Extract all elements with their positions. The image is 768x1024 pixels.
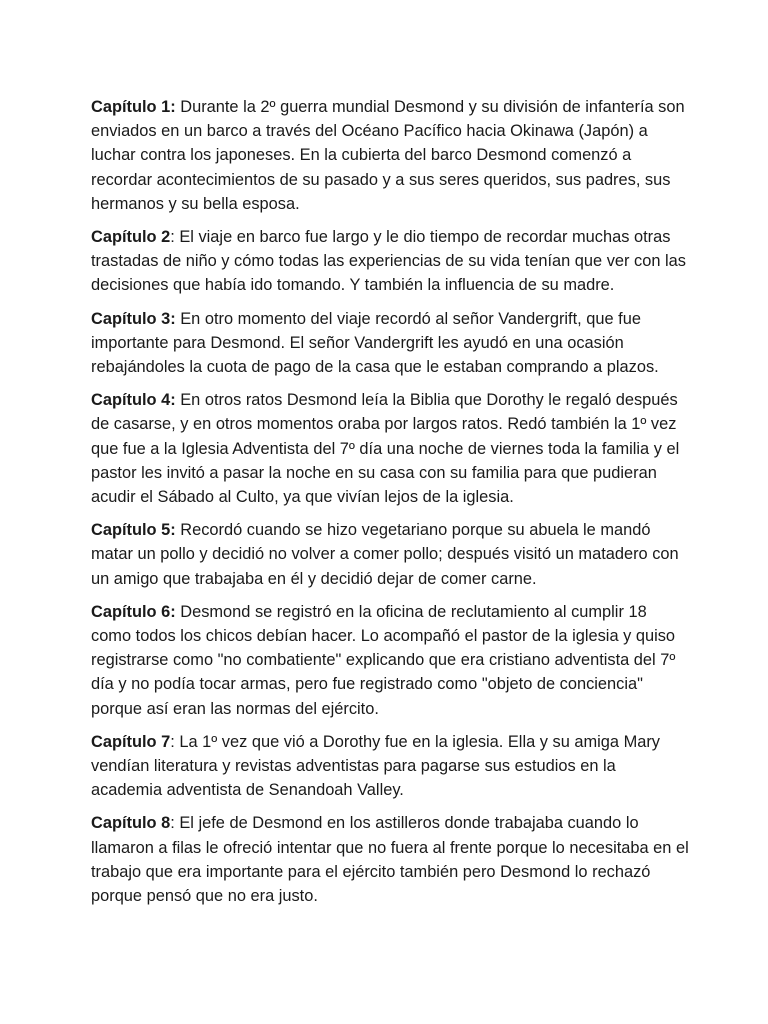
chapter-6-text: Desmond se registró en la oficina de reclutamiento al cumplir 18 como todos los chicos debían hacer. Lo acompañó el pastor de la iglesia y quiso registrarse como "no combatiente" explicando que era cristiano adventista del 7º día y no podía tocar armas, pero fue registrado como "objeto de conciencia" porque así eran las normas del ejército.: [91, 602, 676, 718]
chapter-3-text: En otro momento del viaje recordó al señor Vandergrift, que fue importante para Desmond. El señor Vandergrift les ayudó en una ocasión rebajándoles la cuota de pago de la casa que le estaban comprando a plazos.: [91, 309, 659, 377]
chapter-4-text: En otros ratos Desmond leía la Biblia que Dorothy le regaló después de casarse, y en otros momentos oraba por largos ratos. Redó también la 1º vez que fue a la Iglesia Adventista del 7º día una noche de viernes toda la familia y el pastor les invitó a pasar la noche en su casa con su familia para que pudieran acudir el Sábado al Culto, ya que vivían lejos de la iglesia.: [91, 391, 680, 507]
document-page: [91, 95, 691, 917]
chapter-2-paragraph: [91, 225, 691, 298]
chapter-2-label: Capítulo 2: [91, 228, 171, 247]
chapter-1-text: Durante la 2º guerra mundial Desmond y su división de infantería son enviados en un barco a través del Océano Pacífico hacia Okinawa (Japón) a luchar contra los japoneses. En la cubierta del barco Desmond comenzó a recordar acontecimientos de su pasado y a sus seres queridos, sus padres, sus hermanos y su bella esposa.: [91, 98, 685, 213]
chapter-1-paragraph: [91, 95, 691, 216]
chapter-6-paragraph: [91, 600, 691, 721]
chapter-5-paragraph: [91, 518, 691, 591]
chapter-8-text: : El jefe de Desmond en los astilleros donde trabajaba cuando lo llamaron a filas le ofreció intentar que no fuera al frente porque lo necesitaba en el trabajo que era importante para el ejército también pero Desmond lo rechazó porque pensó que no era justo.: [91, 814, 689, 906]
chapter-8-label: Capítulo 8: [91, 814, 171, 833]
chapter-4-label: Capítulo 4:: [91, 391, 176, 410]
chapter-7-label: Capítulo 7: [91, 732, 171, 751]
chapter-7-text: : La 1º vez que vió a Dorothy fue en la iglesia. Ella y su amiga Mary vendían literatura y revistas adventistas para pagarse sus estudios en la academia adventista de Senandoah Valley.: [91, 732, 660, 800]
chapter-7-paragraph: [91, 730, 691, 803]
chapter-3-label: Capítulo 3:: [91, 309, 176, 328]
chapter-4-paragraph: [91, 388, 691, 509]
chapter-8-paragraph: [91, 811, 691, 908]
chapter-5-text: Recordó cuando se hizo vegetariano porque su abuela le mandó matar un pollo y decidió no volver a comer pollo; después visitó un matadero con un amigo que trabajaba en él y decidió dejar de comer carne.: [91, 521, 679, 588]
chapter-2-text: : El viaje en barco fue largo y le dio tiempo de recordar muchas otras trastadas de niño y cómo todas las experiencias de su vida tenían que ver con las decisiones que había ido tomando. Y también la influencia de su madre.: [91, 228, 686, 295]
chapter-3-paragraph: [91, 307, 691, 380]
chapter-6-label: Capítulo 6:: [91, 602, 176, 621]
chapter-5-label: Capítulo 5:: [91, 521, 176, 540]
chapter-1-label: Capítulo 1:: [91, 98, 176, 116]
